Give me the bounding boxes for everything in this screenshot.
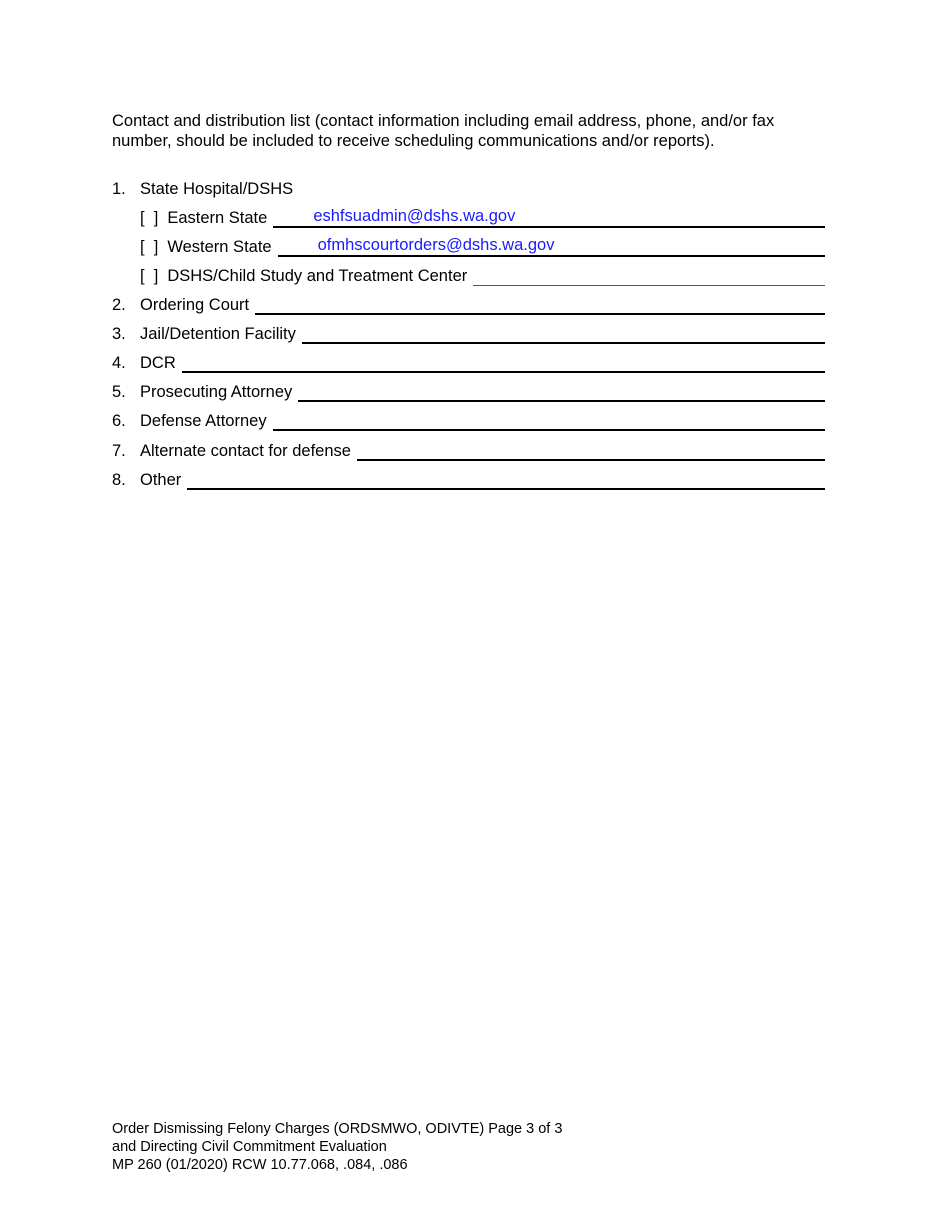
other-field[interactable] [187,468,825,490]
checkbox-child-study-center[interactable]: [ ] [140,267,159,285]
eastern-state-email[interactable]: eshfsuadmin@dshs.wa.gov [313,207,516,225]
page-footer [112,1120,562,1174]
sub-item-label: Eastern State [167,209,268,227]
list-item-ordering-court [112,293,825,315]
western-state-email[interactable]: ofmhscourtorders@dshs.wa.gov [317,236,555,254]
item-number: 4. [112,354,126,372]
sub-item-child-study-center [140,264,825,286]
prosecuting-attorney-field[interactable] [298,380,825,402]
list-item-alternate-contact [112,439,825,461]
item-number: 7. [112,442,126,460]
sub-item-eastern-state [140,206,825,228]
dcr-field[interactable] [182,351,825,373]
list-item-dcr [112,351,825,373]
list-item-state-hospital [112,177,825,199]
item-number: 1. [112,180,126,198]
item-number: 6. [112,412,126,430]
sub-item-label: Western State [167,238,272,256]
item-number: 8. [112,471,126,489]
item-number: 2. [112,296,126,314]
eastern-state-field[interactable] [273,206,825,228]
list-item-jail-detention [112,322,825,344]
item-label: State Hospital/DSHS [140,180,294,198]
sub-item-western-state [140,235,825,257]
jail-detention-field[interactable] [302,322,825,344]
item-label: Alternate contact for defense [140,442,351,460]
list-item-defense-attorney [112,409,825,431]
item-label: Prosecuting Attorney [140,383,293,401]
alternate-contact-field[interactable] [357,439,825,461]
child-study-center-field[interactable] [473,265,825,286]
list-item-prosecuting-attorney [112,380,825,402]
defense-attorney-field[interactable] [273,409,825,431]
item-label: DCR [140,354,176,372]
item-number: 5. [112,383,126,401]
item-label: Defense Attorney [140,412,267,430]
checkbox-western-state[interactable]: [ ] [140,238,159,256]
item-label: Ordering Court [140,296,250,314]
intro-paragraph: Contact and distribution list (contact information including email address, phone, and/or fax number, should be included to receive scheduling communications and/or reports). [112,112,775,150]
item-number: 3. [112,325,126,343]
footer-line-subtitle: and Directing Civil Commitment Evaluation [112,1139,387,1155]
sub-item-label: DSHS/Child Study and Treatment Center [167,267,468,285]
ordering-court-field[interactable] [255,293,825,315]
checkbox-eastern-state[interactable]: [ ] [140,209,159,227]
item-label: Jail/Detention Facility [140,325,296,343]
list-item-other [112,468,825,490]
western-state-field[interactable] [278,235,825,257]
item-label: Other [140,471,182,489]
footer-line-title: Order Dismissing Felony Charges (ORDSMWO, ODIVTE) Page 3 of 3 [112,1121,563,1137]
footer-line-form-id: MP 260 (01/2020) RCW 10.77.068, .084, .086 [112,1157,408,1173]
